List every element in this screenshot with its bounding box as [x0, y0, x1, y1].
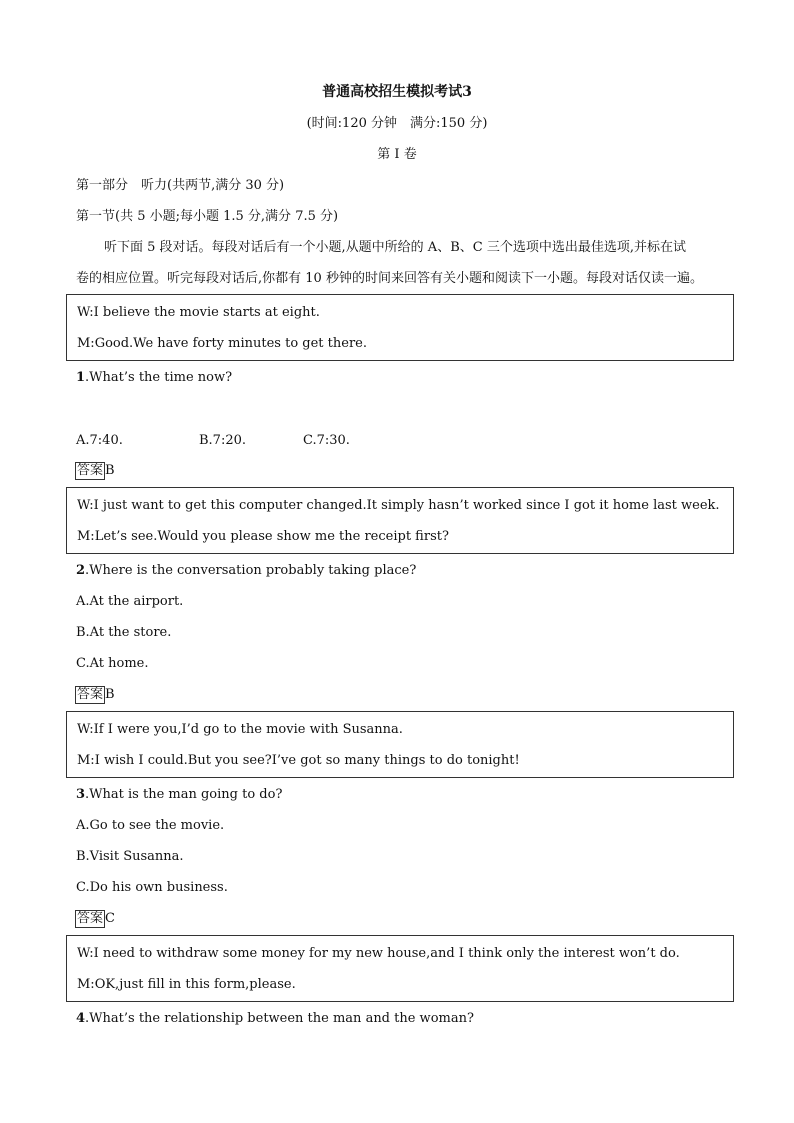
dialogue-line: M:Good.We have forty minutes to get there. [77, 336, 367, 351]
option-a: A.Go to see the movie. [76, 818, 225, 833]
question-text: .Where is the conversation probably taking place? [85, 563, 417, 578]
answer-label: 答案 [77, 463, 104, 478]
dialogue-line: M:Let’s see.Would you please show me the receipt first? [77, 529, 449, 544]
question-number: 1 [76, 370, 86, 385]
question-number: 2 [76, 563, 86, 578]
option-a: A.At the airport. [76, 594, 184, 609]
answer-label: 答案 [77, 687, 104, 702]
dialogue-line: W:I need to withdraw some money for my new house,and I think only the interest won’t do. [77, 946, 680, 961]
option-b: B.At the store. [76, 625, 172, 640]
question-text: .What’s the relationship between the man and the woman? [85, 1011, 474, 1026]
exam-subtitle: (时间:120 分钟 满分:150 分) [306, 116, 488, 131]
question-text: .What is the man going to do? [85, 787, 283, 802]
answer-value: C [105, 911, 115, 926]
answer-value: B [105, 463, 115, 478]
dialogue-line: M:I wish I could.But you see?I’ve got so many things to do tonight! [77, 753, 520, 768]
answer-value: B [105, 687, 115, 702]
dialogue-line: W:I just want to get this computer changed.It simply hasn’t worked since I got it home last week. [77, 498, 720, 513]
question-2 [76, 562, 416, 580]
option-b: B.Visit Susanna. [76, 849, 184, 864]
dialogue-line: W:I believe the movie starts at eight. [77, 305, 320, 320]
dialogue-box-1 [66, 294, 734, 361]
question-number: 3 [76, 787, 86, 802]
dialogue-line: M:OK,just fill in this form,please. [77, 977, 296, 992]
question-text: .What’s the time now? [85, 370, 233, 385]
option-c: C.7:30. [303, 433, 350, 448]
question-3 [76, 786, 282, 804]
answer-3 [75, 910, 115, 928]
answer-label: 答案 [77, 911, 104, 926]
dialogue-box-4 [66, 935, 734, 1002]
volume-label: 第 I 卷 [377, 147, 417, 162]
instructions-line-1: 听下面 5 段对话。每段对话后有一个小题,从题中所给的 A、B、C 三个选项中选出最佳选项,并标在试 [104, 240, 686, 255]
dialogue-box-2 [66, 487, 734, 554]
exam-title: 普通高校招生模拟考试3 [322, 84, 472, 100]
option-b: B.7:20. [199, 433, 247, 448]
option-c: C.Do his own business. [76, 880, 228, 895]
answer-1 [75, 462, 115, 480]
part-heading: 第一部分 听力(共两节,满分 30 分) [76, 178, 285, 193]
answer-2 [75, 686, 115, 704]
section-heading: 第一节(共 5 小题;每小题 1.5 分,满分 7.5 分) [76, 209, 339, 224]
question-1 [76, 369, 232, 387]
dialogue-line: W:If I were you,I’d go to the movie with Susanna. [77, 722, 403, 737]
dialogue-box-3 [66, 711, 734, 778]
question-number: 4 [76, 1011, 86, 1026]
instructions-line-2: 卷的相应位置。听完每段对话后,你都有 10 秒钟的时间来回答有关小题和阅读下一小题。每段对话仅读一遍。 [76, 271, 703, 286]
option-a: A.7:40. [76, 433, 123, 448]
option-c: C.At home. [76, 656, 149, 671]
question-4 [76, 1010, 474, 1028]
